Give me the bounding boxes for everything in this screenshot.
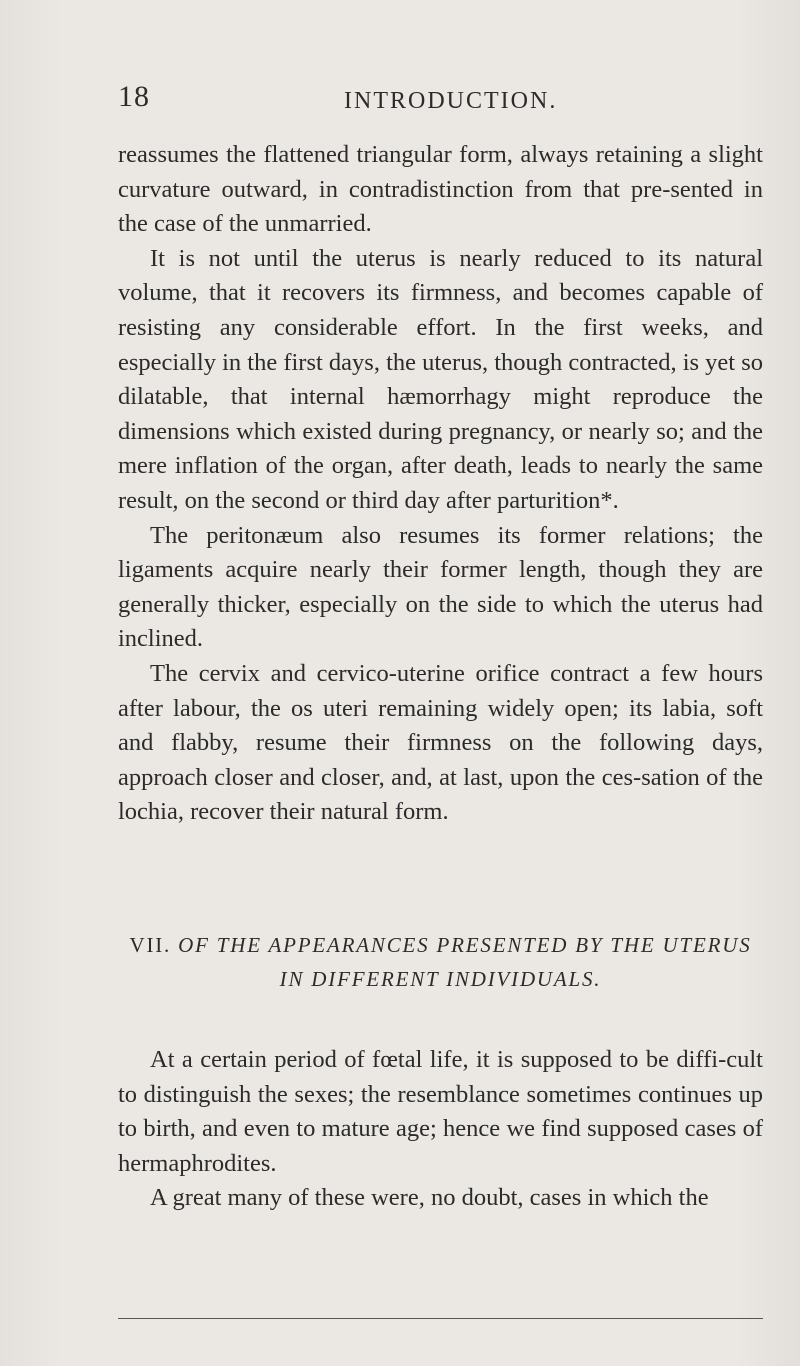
footnote-rule: [118, 1318, 763, 1319]
paragraph: reassumes the flattened triangular form, always retaining a slight curvature outward, in contradistinction from that pre-sented in the case of the unmarried.: [118, 141, 763, 238]
paragraph: At a certain period of fœtal life, it is supposed to be diffi-cult to distinguish the sexes; the resemblance sometimes continues up to birth, and even to mature age; hence we find supposed cases of hermaphrodites.: [118, 1046, 763, 1177]
paragraph: It is not until the uterus is nearly reduced to its natural volume, that it recovers its firmness, and becomes capable of resisting any considerable effort. In the first weeks, and especially in the first days, the uterus, though contracted, is yet so dilatable, that internal hæmorrhagy might reproduce the dimensions which existed during pregnancy, or nearly so; and the mere inflation of the organ, after death, leads to nearly the same result, on the second or third day after parturition*.: [118, 244, 764, 514]
section-title: OF THE APPEARANCES PRESENTED BY THE UTERUS IN DIFFERENT INDIVIDUALS.: [178, 933, 752, 991]
page-header: [118, 80, 718, 120]
paragraph: The peritonæum also resumes its former relations; the ligaments acquire nearly their former length, though they are generally thicker, especially on the side to which the uterus had inclined.: [118, 521, 763, 653]
paragraph: The cervix and cervico-uterine orifice contract a few hours after labour, the os uteri remaining widely open; its labia, soft and flabby, resume their firmness on the following days, approach closer and closer, and, at last, upon the ces-sation of the lochia, recover their natural form.: [118, 659, 763, 826]
page-number: 18: [118, 80, 150, 113]
running-head: INTRODUCTION.: [344, 88, 558, 114]
paragraph: A great many of these were, no doubt, cases in which the: [150, 1184, 709, 1212]
section-body-text: [118, 1043, 763, 1216]
body-text: [118, 138, 763, 830]
section-heading: [118, 928, 763, 996]
section-number: VII.: [129, 933, 172, 957]
